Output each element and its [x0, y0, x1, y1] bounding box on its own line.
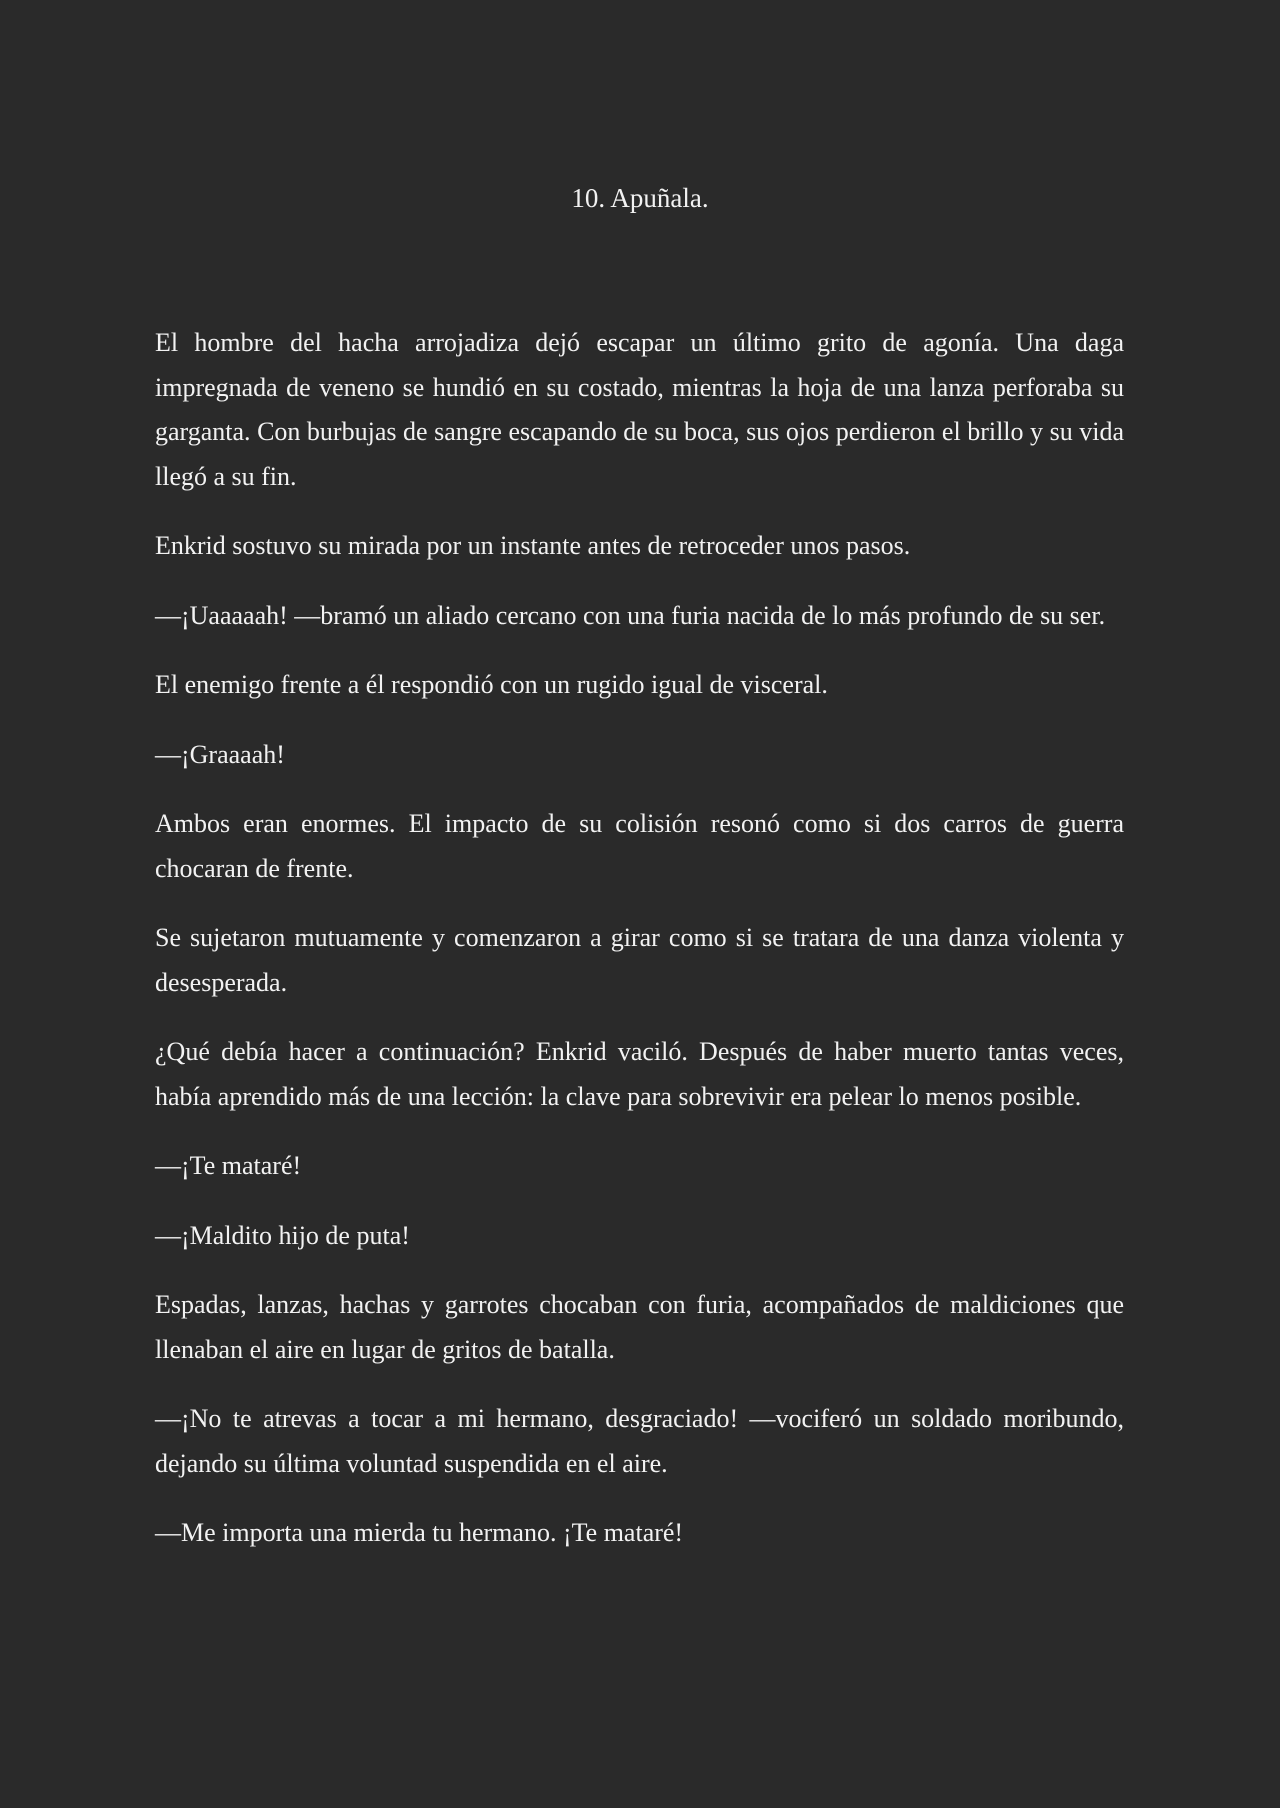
chapter-title: 10. Apuñala.	[571, 183, 709, 213]
paragraph: Enkrid sostuvo su mirada por un instante antes de retroceder unos pasos.	[155, 531, 911, 560]
paragraph: —¡Uaaaaah! —bramó un aliado cercano con una furia nacida de lo más profundo de su ser.	[155, 600, 1106, 630]
paragraph: —¡No te atrevas a tocar a mi hermano, desgraciado! —vociferó un soldado moribundo, dejando su última voluntad suspendida en el aire.	[155, 1404, 1124, 1478]
paragraph: Se sujetaron mutuamente y comenzaron a girar como si se tratara de una danza violenta y desesperada.	[155, 923, 1124, 997]
paragraph: Espadas, lanzas, hachas y garrotes chocaban con furia, acompañados de maldiciones que llenaban el aire en lugar de gritos de batalla.	[155, 1290, 1124, 1364]
paragraph: —¡Graaaah!	[155, 739, 285, 769]
paragraph: Ambos eran enormes. El impacto de su colisión resonó como si dos carros de guerra chocaran de frente.	[155, 809, 1124, 883]
paragraph: —¡Te mataré!	[155, 1151, 302, 1180]
paragraph: ¿Qué debía hacer a continuación? Enkrid vaciló. Después de haber muerto tantas veces, había aprendido más de una lección: la clave para sobrevivir era pelear lo menos posible.	[155, 1037, 1124, 1111]
chapter-body	[155, 321, 1124, 1581]
paragraph: —Me importa una mierda tu hermano. ¡Te mataré!	[155, 1518, 684, 1547]
paragraph: El enemigo frente a él respondió con un rugido igual de visceral.	[155, 670, 828, 699]
paragraph: —¡Maldito hijo de puta!	[155, 1220, 410, 1250]
paragraph: El hombre del hacha arrojadiza dejó escapar un último grito de agonía. Una daga impregnada de veneno se hundió en su costado, mientras la hoja de una lanza perforaba su garganta. Con burbujas de sangre escapando de su boca, sus ojos perdieron el brillo y su vida llegó a su fin.	[155, 328, 1124, 491]
